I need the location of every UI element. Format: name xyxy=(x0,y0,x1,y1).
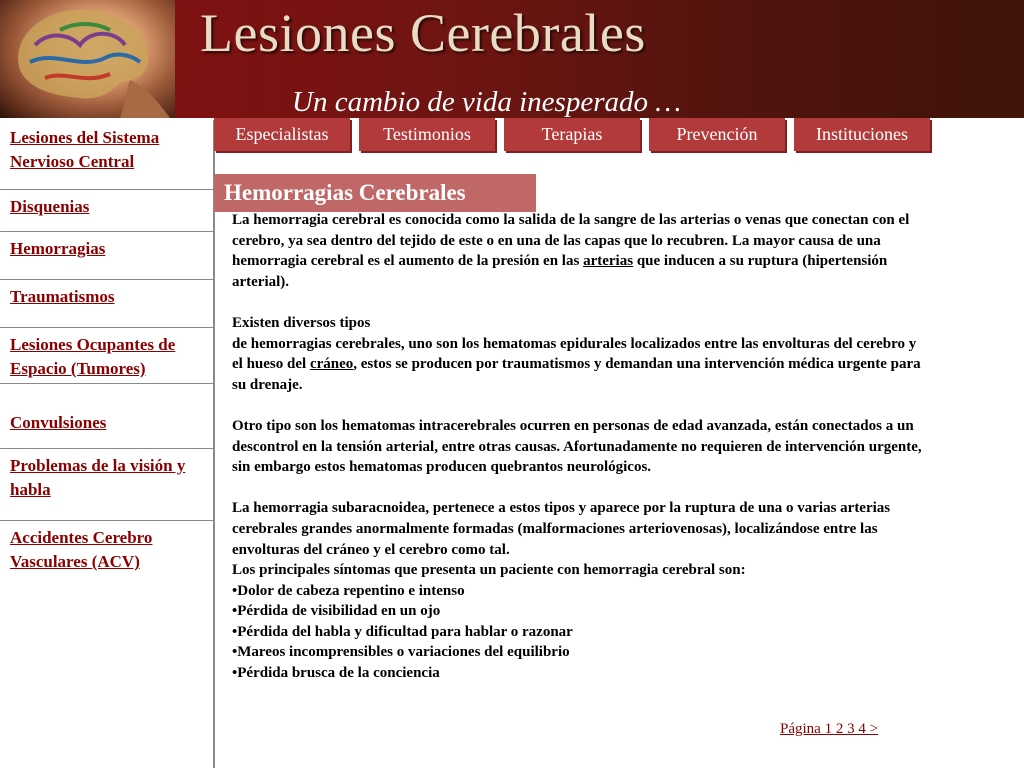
sidebar-item-traumatismos[interactable] xyxy=(0,279,213,328)
arterias-link[interactable]: arterias xyxy=(583,253,634,270)
sidebar-item-sistema-nervioso[interactable] xyxy=(0,120,213,190)
sidebar-item-vision-habla[interactable] xyxy=(0,448,213,521)
sidebar-item-label[interactable]: Lesiones Ocupantes de Espacio (Tumores) xyxy=(10,335,176,378)
article-body xyxy=(232,210,922,684)
paragraph-types-heading: Existen diversos tipos xyxy=(232,314,371,331)
sidebar-item-convulsiones[interactable] xyxy=(0,383,213,449)
craneo-link[interactable]: cráneo xyxy=(309,356,354,373)
paragraph-symptoms-intro: Los principales síntomas que presenta un paciente con hemorragia cerebral son: xyxy=(232,562,746,579)
pagination-link[interactable]: Página 1 2 3 4 > xyxy=(780,721,879,737)
text-span: de hemorragias cerebrales, uno son los hematomas epidurales localizados entre las envolturas del cerebro y el hueso del xyxy=(232,335,917,373)
brain-head-logo xyxy=(0,0,175,118)
sidebar-item-label[interactable]: Accidentes Cerebro Vasculares (ACV) xyxy=(10,528,153,571)
sidebar-item-label[interactable]: Traumatismos xyxy=(10,287,115,306)
sidebar-item-label[interactable]: Lesiones del Sistema Nervioso Central xyxy=(10,128,160,171)
sidebar-item-tumores[interactable] xyxy=(0,327,213,384)
sidebar-item-hemorragias[interactable] xyxy=(0,231,213,280)
sidebar-item-label[interactable]: Disquenias xyxy=(10,197,90,216)
sidebar-item-acv[interactable] xyxy=(0,520,213,580)
paragraph-epidurales xyxy=(232,334,922,396)
symptom-item: •Pérdida de visibilidad en un ojo xyxy=(232,603,441,620)
tab-prevencion[interactable]: Prevención xyxy=(649,118,785,151)
section-title: Hemorragias Cerebrales xyxy=(214,174,536,212)
sidebar-item-disquenias[interactable] xyxy=(0,189,213,232)
sidebar-item-label[interactable]: Hemorragias xyxy=(10,239,106,258)
symptom-item: •Mareos incomprensibles o variaciones del equilibrio xyxy=(232,644,570,661)
text-span: que inducen a su ruptura (hipertensión arterial). xyxy=(232,253,888,290)
symptom-item: •Dolor de cabeza repentino e intenso xyxy=(232,582,465,599)
paragraph-intro xyxy=(232,210,922,292)
tab-testimonios[interactable]: Testimonios xyxy=(359,118,495,151)
paragraph-intracerebrales: Otro tipo son los hematomas intracerebrales ocurren en personas de edad avanzada, están conectados a un descontrol en la tensión arterial, entre otras causas. Afortunadamente no requieren de intervención urgente, sin embargo estos hematomas producen quebrantos neurológicos. xyxy=(232,417,922,476)
sidebar-nav xyxy=(0,120,215,768)
page-subtitle: Un cambio de vida inesperado … xyxy=(292,86,682,118)
header-banner xyxy=(0,0,1024,118)
tab-instituciones[interactable]: Instituciones xyxy=(794,118,930,151)
tab-especialistas[interactable]: Especialistas xyxy=(214,118,350,151)
text-span: La hemorragia cerebral es conocida como la salida de la sangre de las arterias o venas que conectan con el cerebro, ya sea dentro del tejido de este o en una de las capas que lo recubren. La mayor causa de una hemorragia cerebral es el aumento de la presión en las xyxy=(232,212,910,270)
sidebar-item-label[interactable]: Convulsiones xyxy=(10,413,107,432)
sidebar-item-label[interactable]: Problemas de la visión y habla xyxy=(10,456,186,499)
tab-terapias[interactable]: Terapias xyxy=(504,118,640,151)
paragraph-subaracnoidea: La hemorragia subaracnoidea, pertenece a estos tipos y aparece por la ruptura de una o varias arterias cerebrales grandes anormalmente formadas (malformaciones arteriovenosas), localizándose entre las envolturas del cráneo y el cerebro como tal. xyxy=(232,500,891,558)
symptom-item: •Pérdida del habla y dificultad para hablar o razonar xyxy=(232,623,573,640)
page-title: Lesiones Cerebrales xyxy=(200,3,646,63)
text-span: , estos se producen por traumatismos y demandan una intervención médica urgente para su drenaje. xyxy=(232,356,921,393)
symptom-item: •Pérdida brusca de la conciencia xyxy=(232,665,440,682)
